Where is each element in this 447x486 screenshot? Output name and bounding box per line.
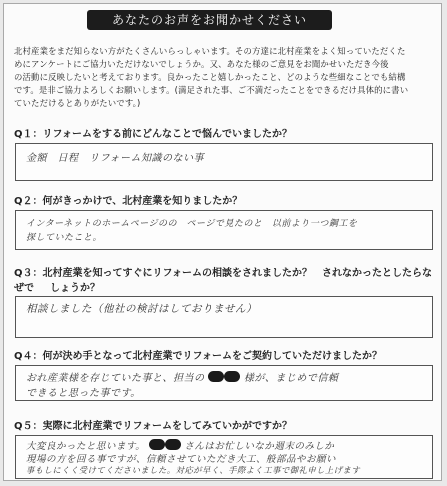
redaction-mark bbox=[208, 371, 224, 382]
intro-line: めにアンケートにご協力いただけないでしょうか。又、あなた様のご意見をお聞かせいただき今後 bbox=[14, 59, 389, 69]
answer-box-1 bbox=[15, 143, 433, 181]
intro-text bbox=[14, 45, 434, 110]
answer-5-line: 事もしにくく受けてくださいました。対応が早く、手際よく工事で御礼申し上げます bbox=[26, 465, 361, 475]
answer-3-text: 相談しました（他社の検討はしておりません） bbox=[26, 303, 257, 315]
intro-line: 北村産業をまだ知らない方がたくさんいらっしゃいます。その方達に北村産業をよく知っていただくた bbox=[14, 46, 406, 56]
answer-box-4 bbox=[15, 365, 433, 401]
answer-box-5 bbox=[15, 435, 433, 479]
survey-sheet bbox=[3, 3, 442, 481]
redaction-mark bbox=[149, 439, 165, 450]
question-4: Q４：何が決め手となって北村産業でリフォームをご契約していただけましたか？ bbox=[14, 351, 383, 362]
redaction-mark bbox=[224, 371, 240, 382]
question-2: Q２：何がきっかけで、北村産業を知りましたか？ bbox=[14, 196, 243, 207]
intro-line: です。是非ご協力よろしくお願いします。(満足された事、ご不満だったことをできるだけ具体的に書い bbox=[14, 85, 409, 95]
answer-5-line: 現場の方を回る事ですが、信頼させていただき大工、般部品やお願い bbox=[26, 454, 337, 465]
answer-4-line bbox=[26, 369, 338, 384]
question-1: Q１：リフォームをする前にどんなことで悩んでいましたか？ bbox=[14, 129, 293, 140]
answer-4-text: おれ産業様を存じていた事と、担当の bbox=[26, 373, 205, 384]
answer-5-text: 大変良かったと思います。 bbox=[26, 441, 146, 452]
answer-2-line: 探していたこと。 bbox=[26, 233, 103, 243]
answer-4-line: できると思った事です。 bbox=[26, 388, 141, 399]
intro-line: の活動に反映したいと考えております。良かったこと嬉しかったこと、どのような些細なことでも結構 bbox=[14, 72, 406, 82]
intro-line: ていただけるとありがたいです。) bbox=[14, 98, 141, 108]
answer-box-3 bbox=[15, 296, 433, 338]
answer-1-text: 金額 日程 リフォーム知識のない事 bbox=[26, 153, 204, 164]
answer-5-text: さんはお忙しいなか週末のみしか bbox=[184, 441, 335, 452]
answer-4-text: 様が、まじめで信頼 bbox=[243, 373, 339, 384]
question-3: Q３：北村産業を知ってすぐにリフォームの相談をされましたか？ されなかったとしたらなぜで bbox=[14, 268, 433, 294]
question-3-cont: しょうか？ bbox=[50, 283, 100, 294]
question-5: Q５：実際に北村産業でリフォームをしてみていかがですか？ bbox=[14, 421, 293, 432]
answer-box-2 bbox=[15, 210, 433, 250]
redaction-mark bbox=[165, 439, 181, 450]
answer-2-line: インターネットのホームページのの ページで見たのと 以前より一つ鋼工を bbox=[26, 219, 358, 229]
survey-title: あなたのお声をお聞かせください bbox=[87, 10, 332, 30]
answer-5-line bbox=[26, 438, 334, 452]
